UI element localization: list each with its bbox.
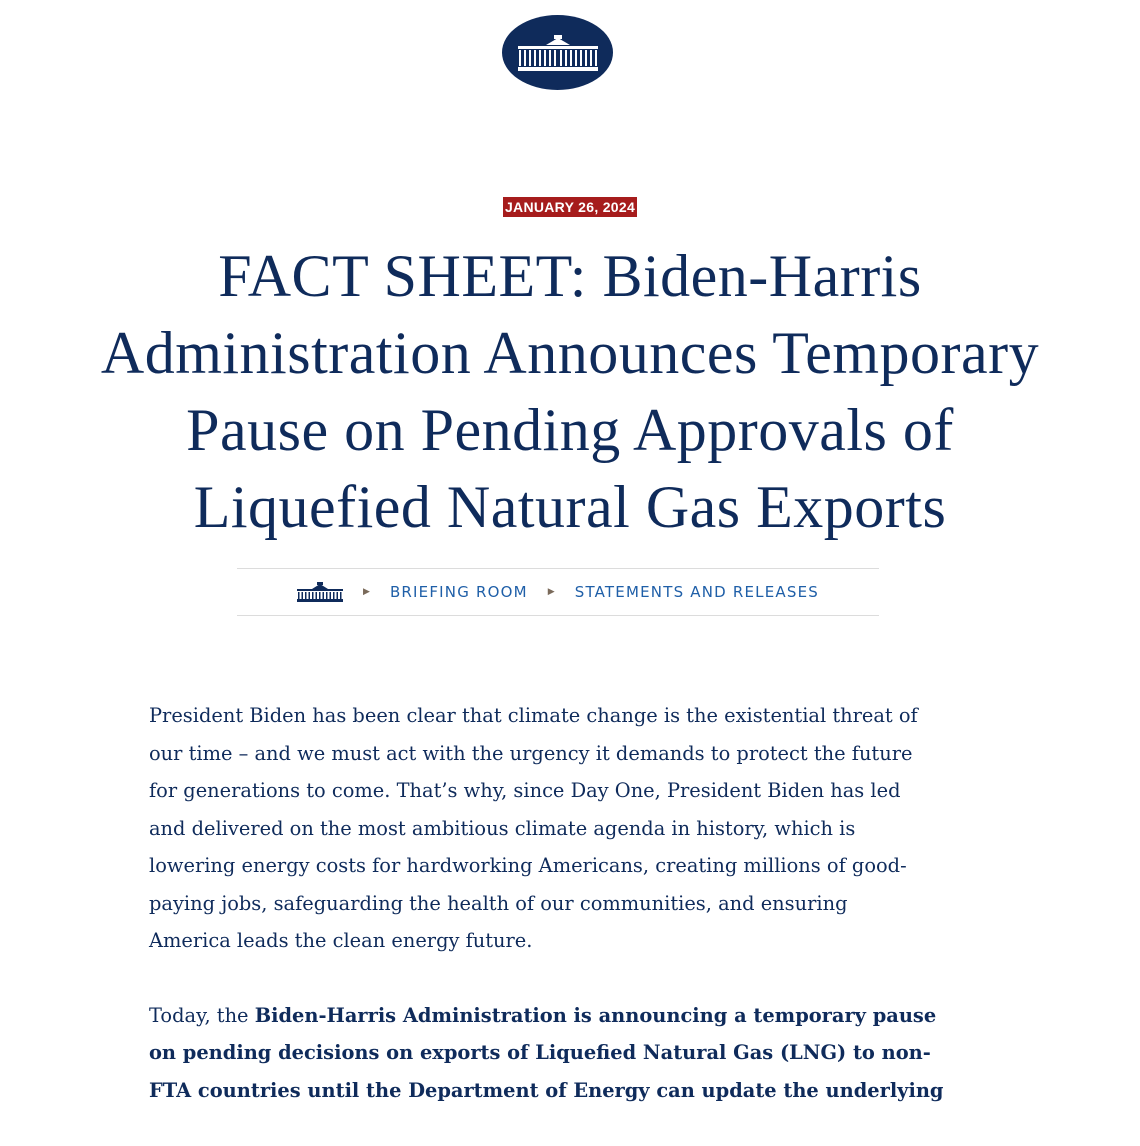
breadcrumb [237,568,879,616]
paragraph-line: and delivered on the most ambitious climate agenda in history, which is [149,816,856,840]
paragraph-line: lowering energy costs for hardworking Americans, creating millions of good- [149,854,907,877]
page-title [0,238,1140,546]
breadcrumb-home-link[interactable] [297,582,343,602]
white-house-icon [297,582,343,602]
paragraph [149,997,969,1110]
paragraph-line: our time – and we must act with the urgency it demands to protect the future [149,741,913,765]
chevron-right-icon: ▶ [547,587,555,597]
paragraph-bold-line: Biden-Harris Administration is announcing a temporary pause [254,1003,937,1027]
breadcrumb-briefing-room[interactable]: BRIEFING ROOM [389,583,528,601]
white-house-logo[interactable] [502,15,613,90]
paragraph-bold-line: on pending decisions on exports of Liquefied Natural Gas (LNG) to non- [149,1041,931,1064]
white-house-icon [516,33,600,73]
publish-date: JANUARY 26, 2024 [504,199,636,215]
title-line: Pause on Pending Approvals of [186,397,954,463]
paragraph [149,697,969,960]
paragraph-intro: Today, the [149,1003,255,1027]
paragraph-line: for generations to come. That’s why, since Day One, President Biden has led [149,779,901,802]
paragraph-bold-line: FTA countries until the Department of Energy can update the underlying [149,1078,944,1102]
paragraph-line: America leads the clean energy future. [149,929,533,952]
title-line: Administration Announces Temporary [100,320,1040,386]
paragraph-line: paying jobs, safeguarding the health of our communities, and ensuring [149,891,848,915]
title-line: Liquefied Natural Gas Exports [193,474,947,540]
paragraph-line: President Biden has been clear that climate change is the existential threat of [149,704,918,727]
chevron-right-icon: ▶ [363,587,370,597]
title-line: FACT SHEET: Biden-Harris [218,243,922,309]
breadcrumb-statements-and-releases[interactable]: STATEMENTS AND RELEASES [574,583,819,601]
article-body [149,697,969,1146]
